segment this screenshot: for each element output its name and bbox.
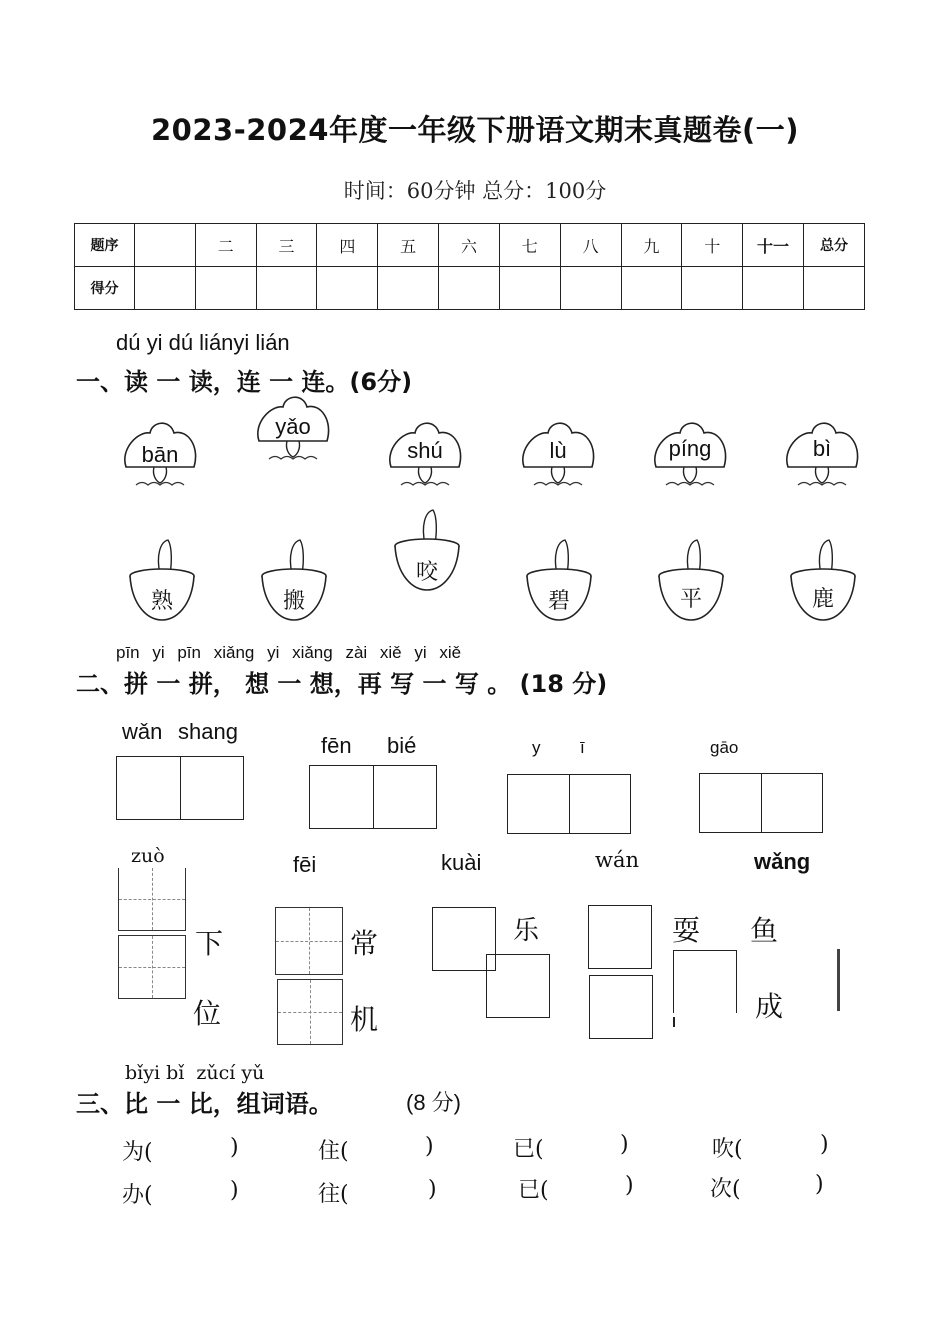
answer-box[interactable] — [589, 975, 653, 1039]
box-fragment — [673, 1017, 675, 1027]
given-char: 下 — [195, 927, 224, 960]
answer-box[interactable] — [673, 950, 737, 1013]
col-header: 三 — [256, 224, 317, 267]
word-pinyin: kuài — [441, 850, 482, 875]
given-char: 常 — [350, 927, 379, 960]
mushroom-pinyin: yǎo — [275, 414, 311, 439]
paren-close: ) — [815, 1172, 824, 1197]
col-header: 九 — [621, 224, 682, 267]
table-row — [75, 224, 865, 267]
score-table — [74, 223, 865, 310]
col-header: 十 — [682, 224, 743, 267]
word-prompt: 往( — [318, 1182, 349, 1207]
word-pinyin: wǎn — [122, 719, 163, 744]
section3-pinyin: bǐyi bǐ zǔcí yǔ — [125, 1062, 265, 1084]
mushroom-pinyin: bān — [141, 442, 179, 467]
section2-pinyin: pīn yi pīn xiǎng yi xiǎng zài xiě yi xiě — [116, 643, 462, 662]
word-prompt: 住( — [318, 1139, 349, 1164]
paren-close: ) — [230, 1135, 239, 1160]
mushroom-pinyin: shú — [407, 438, 443, 463]
col-header: 八 — [560, 224, 621, 267]
word-pinyin: bié — [387, 733, 417, 758]
word-pinyin: wǎng — [754, 849, 811, 874]
word-prompt: 吹( — [712, 1137, 743, 1162]
section2-heading: 二、拼 一 拼， 想 一 想，再 写 一 写 。 (18 分) — [76, 670, 608, 698]
given-char: 成 — [755, 990, 784, 1023]
mushroom-pinyin: bì — [812, 436, 832, 461]
col-header: 六 — [439, 224, 500, 267]
tian-grid-box[interactable] — [118, 868, 186, 931]
section3-points: (8 分) — [406, 1090, 462, 1115]
score-cell[interactable] — [135, 267, 196, 310]
section3-heading: 三、比 一 比，组词语。 — [76, 1090, 333, 1118]
bowl-char: 碧 — [547, 589, 570, 614]
score-cell[interactable] — [195, 267, 256, 310]
paren-close: ) — [625, 1173, 634, 1198]
word-pinyin: y — [532, 738, 541, 757]
word-pinyin: wán — [595, 848, 640, 872]
word-pinyin: gāo — [710, 738, 739, 757]
mushroom-pinyin: píng — [668, 436, 712, 461]
clipped-pinyin — [700, 738, 830, 757]
clipped-char — [193, 990, 233, 1030]
word-pinyin: fēi — [293, 852, 317, 877]
tian-grid-box[interactable] — [118, 935, 186, 999]
answer-box[interactable] — [588, 905, 652, 969]
score-cell[interactable] — [499, 267, 560, 310]
answer-box-pair[interactable] — [699, 773, 823, 833]
word-pinyin: zuò — [131, 845, 165, 867]
score-cell[interactable] — [804, 267, 865, 310]
score-cell[interactable] — [682, 267, 743, 310]
clipped-char — [350, 1002, 390, 1036]
word-prompt: 已( — [513, 1137, 544, 1162]
mushroom-pinyin: lù — [549, 438, 567, 463]
col-header: 二 — [195, 224, 256, 267]
score-cell[interactable] — [256, 267, 317, 310]
word-prompt: 已( — [518, 1178, 549, 1203]
score-cell[interactable] — [743, 267, 804, 310]
word-prompt: 次( — [710, 1177, 741, 1202]
given-char: 位 — [193, 997, 222, 1030]
score-cell[interactable] — [439, 267, 500, 310]
word-pinyin: ī — [580, 738, 585, 757]
table-row — [75, 267, 865, 310]
given-char: 机 — [350, 1003, 379, 1036]
col-header: 四 — [317, 224, 378, 267]
bowl-char: 咬 — [415, 560, 438, 585]
tian-grid-box[interactable] — [275, 907, 343, 975]
section1-pinyin: dú yi dú liányi lián — [116, 330, 290, 355]
col-header — [135, 224, 196, 267]
bowl-char: 平 — [679, 587, 702, 612]
bowl-char: 鹿 — [811, 587, 834, 612]
answer-box-pair[interactable] — [507, 774, 631, 834]
answer-box[interactable] — [486, 954, 550, 1018]
answer-box-pair[interactable] — [116, 756, 244, 820]
section1-heading: 一、读 一 读，连 一 连。(6分) — [76, 368, 413, 396]
col-header: 五 — [378, 224, 439, 267]
col-header: 总分 — [804, 224, 865, 267]
score-cell[interactable] — [621, 267, 682, 310]
col-header: 七 — [499, 224, 560, 267]
bowl-char: 搬 — [282, 589, 305, 614]
score-cell[interactable] — [560, 267, 621, 310]
page-title: 2023-2024年度一年级下册语文期末真题卷(一) — [151, 113, 799, 147]
given-char: 耍 — [672, 914, 701, 947]
paren-close: ) — [620, 1132, 629, 1157]
bowl-char: 熟 — [150, 589, 173, 614]
given-char: 鱼 — [750, 914, 779, 947]
paren-close: ) — [428, 1177, 437, 1202]
word-prompt: 办( — [122, 1183, 153, 1208]
paren-close: ) — [425, 1134, 434, 1159]
given-char: 乐 — [513, 916, 540, 946]
word-pinyin: fēn — [321, 733, 352, 758]
answer-box-pair[interactable] — [309, 765, 437, 829]
paren-close: ) — [230, 1178, 239, 1203]
score-cell[interactable] — [317, 267, 378, 310]
tian-grid-box[interactable] — [277, 979, 343, 1045]
exam-info: 时间：60分钟 总分：100分 — [343, 179, 607, 203]
word-pinyin: shang — [178, 719, 238, 744]
score-cell[interactable] — [378, 267, 439, 310]
row-label: 得分 — [75, 267, 135, 310]
col-header: 十一 — [743, 224, 804, 267]
box-edge-fragment — [837, 949, 840, 1011]
paren-close: ) — [820, 1132, 829, 1157]
clipped-pinyin — [506, 738, 636, 757]
word-prompt: 为( — [122, 1140, 153, 1165]
row-label: 题序 — [75, 224, 135, 267]
